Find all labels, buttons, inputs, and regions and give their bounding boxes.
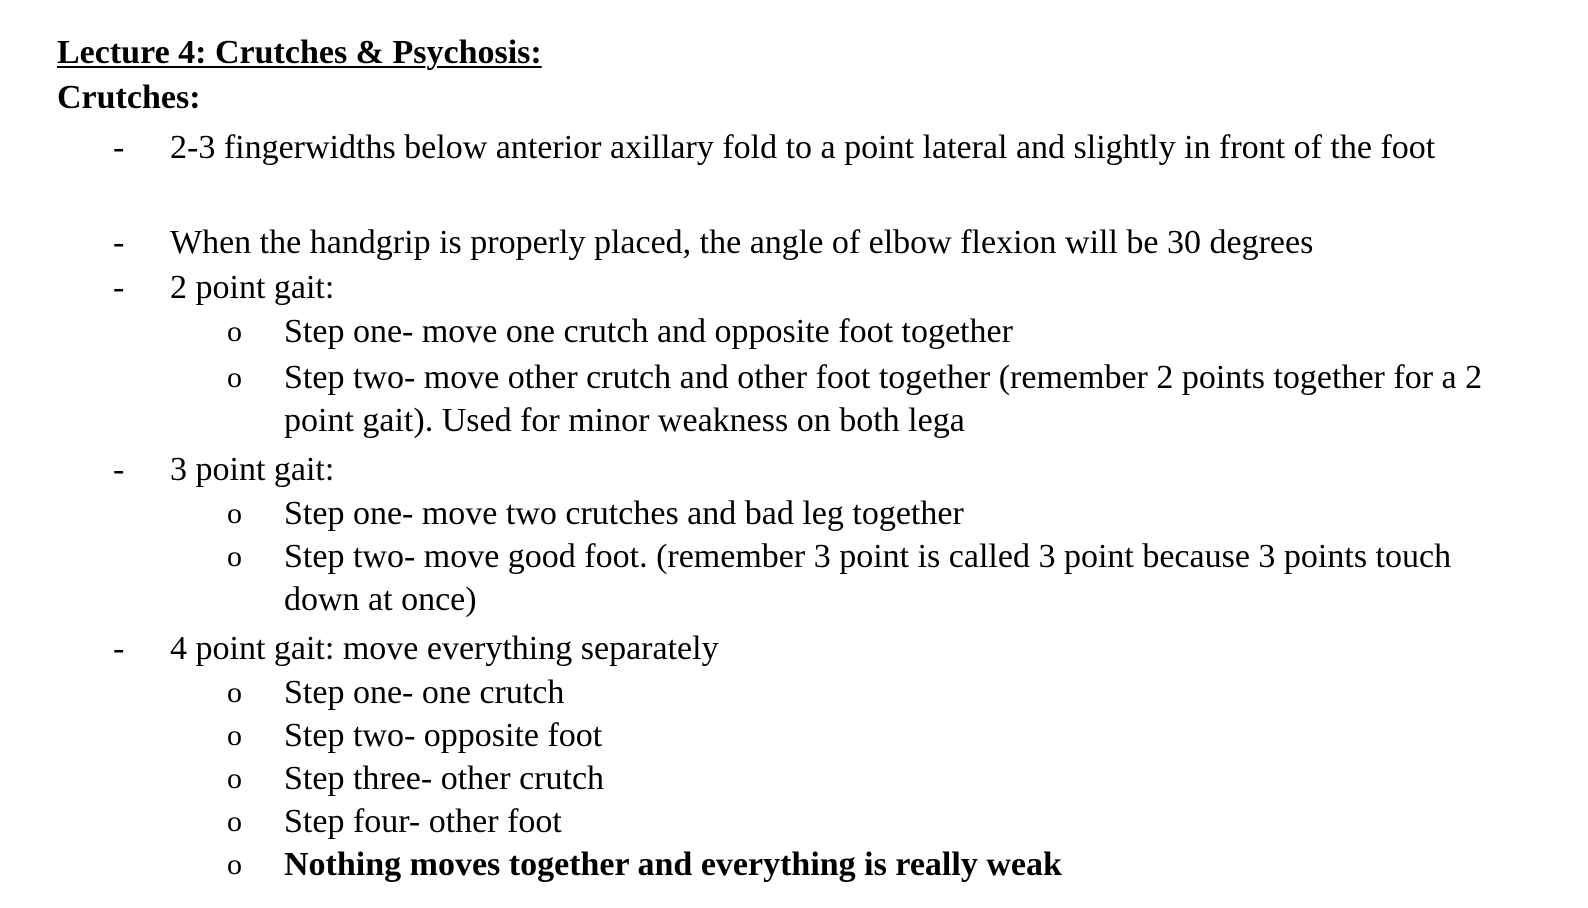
circle-bullet: o	[227, 497, 242, 530]
bullet-item	[113, 448, 1530, 491]
document-title: Lecture 4: Crutches & Psychosis:	[57, 34, 542, 71]
sub-bullet-item	[227, 671, 1534, 714]
bullet-text: 2-3 fingerwidths below anterior axillary fold to a point lateral and slightly in front of the foot	[170, 129, 1436, 166]
dash-bullet: -	[113, 269, 125, 306]
sub-bullet-item	[227, 714, 1534, 757]
bullet-item	[113, 627, 1530, 670]
sub-bullet-item	[227, 492, 1534, 535]
dash-bullet: -	[113, 224, 125, 261]
sub-bullet-item	[227, 843, 1534, 886]
bullet-item	[113, 221, 1530, 264]
sub-bullet-text: Step one- move two crutches and bad leg together	[284, 495, 964, 532]
dash-bullet: -	[113, 129, 125, 166]
sub-bullet-item	[227, 310, 1534, 353]
sub-bullet-item	[227, 535, 1534, 621]
bullet-text: 2 point gait:	[170, 269, 335, 306]
sub-bullet-item	[227, 800, 1534, 843]
bullet-text: 3 point gait:	[170, 451, 335, 488]
sub-bullet-text-emphasis: Nothing moves together and everything is really weak	[284, 846, 1062, 883]
section-heading-crutches: Crutches:	[57, 79, 201, 116]
circle-bullet: o	[227, 361, 242, 394]
dash-bullet: -	[113, 630, 125, 667]
sub-bullet-item	[227, 356, 1534, 442]
circle-bullet: o	[227, 540, 242, 573]
sub-bullet-text: Step four- other foot	[284, 803, 562, 840]
circle-bullet: o	[227, 762, 242, 795]
sub-bullet-text: Step one- move one crutch and opposite foot together	[284, 313, 1013, 350]
sub-bullet-text: Step two- move other crutch and other foot together (remember 2 points together for a 2 point gait). Used for minor weakness on both lega	[284, 359, 1483, 439]
circle-bullet: o	[227, 848, 242, 881]
circle-bullet: o	[227, 805, 242, 838]
circle-bullet: o	[227, 719, 242, 752]
bullet-item	[113, 126, 1530, 169]
circle-bullet: o	[227, 676, 242, 709]
circle-bullet: o	[227, 315, 242, 348]
bullet-text: 4 point gait: move everything separately	[170, 630, 719, 667]
sub-bullet-text: Step three- other crutch	[284, 760, 605, 797]
sub-bullet-item	[227, 757, 1534, 800]
bullet-text: When the handgrip is properly placed, the angle of elbow flexion will be 30 degrees	[170, 224, 1314, 261]
dash-bullet: -	[113, 451, 125, 488]
sub-bullet-text: Step two- opposite foot	[284, 717, 603, 754]
sub-bullet-text: Step one- one crutch	[284, 674, 565, 711]
bullet-item	[113, 266, 1530, 309]
sub-bullet-text: Step two- move good foot. (remember 3 point is called 3 point because 3 points touch down at once)	[284, 538, 1452, 618]
